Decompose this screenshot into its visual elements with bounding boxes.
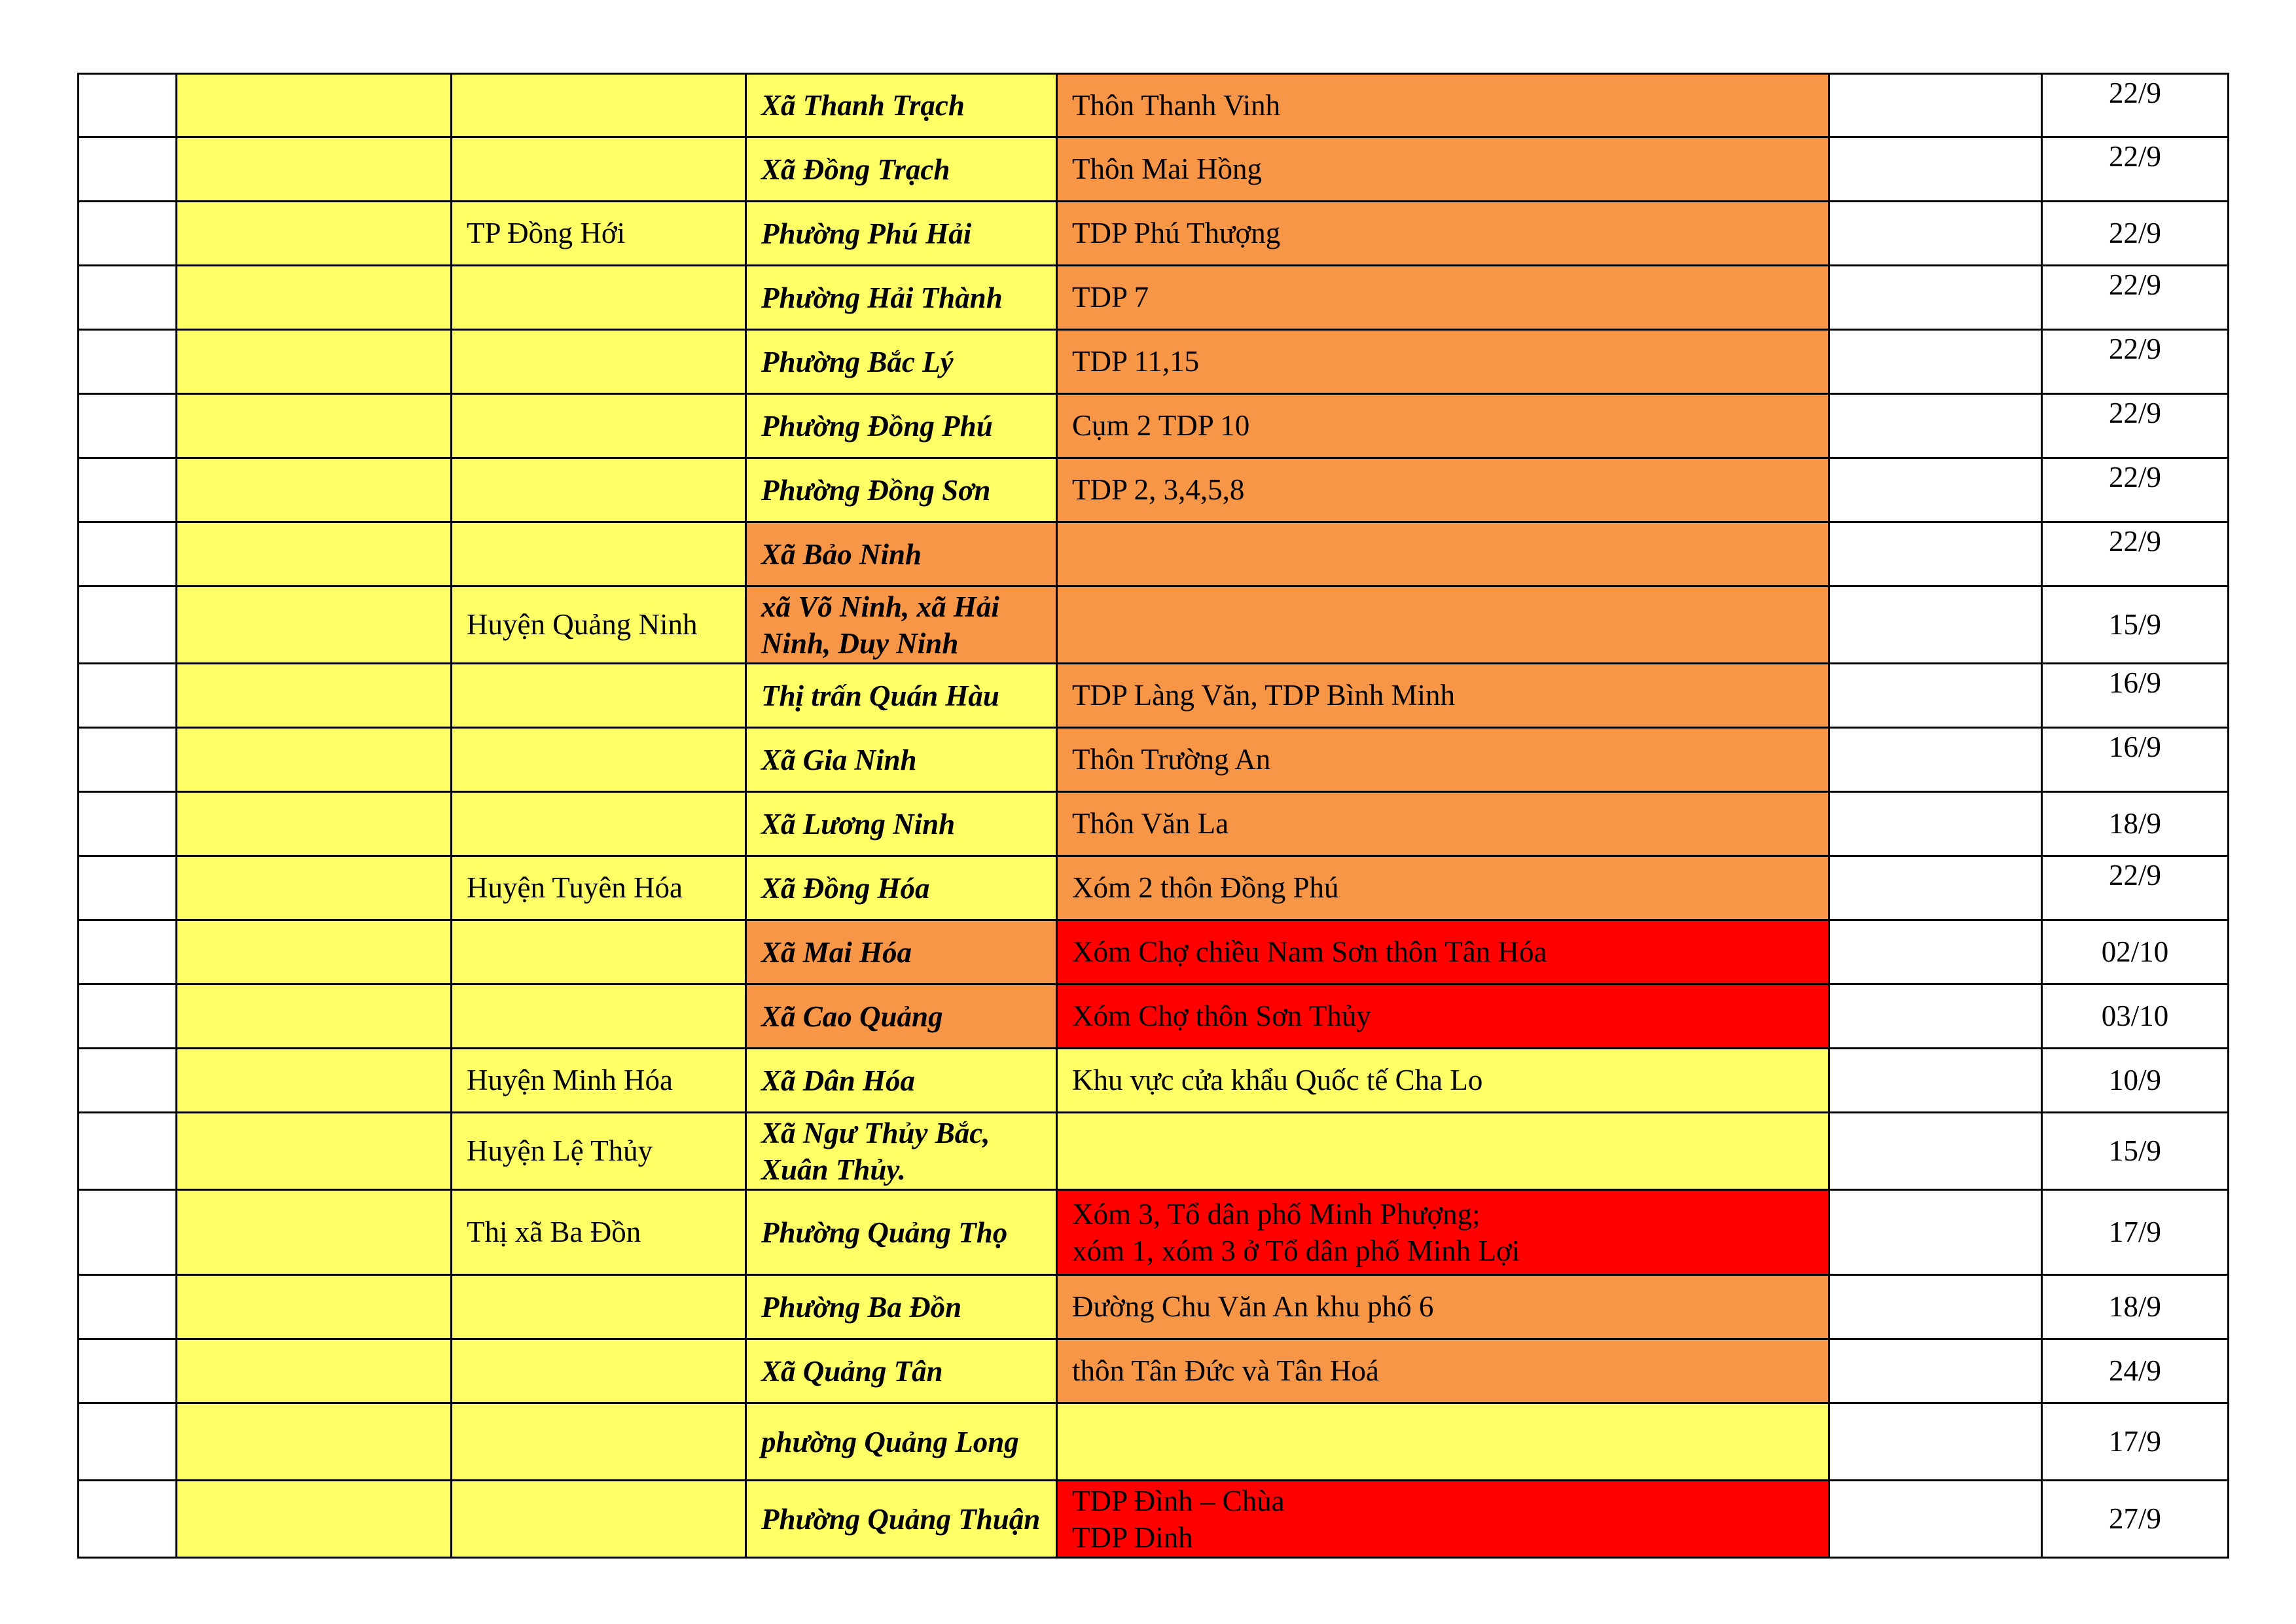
index-cell: [79, 856, 177, 920]
province-cell: [177, 984, 452, 1049]
index-cell: [79, 984, 177, 1049]
area-line: Cụm 2 TDP 10: [1072, 409, 1250, 442]
commune-cell: Thị trấn Quán Hàu: [746, 664, 1057, 728]
district-cell: [452, 792, 746, 856]
table-row: [79, 266, 2229, 330]
outbreak-areas-table: [77, 73, 2229, 1559]
area-cell: [1057, 266, 1829, 330]
index-cell: [79, 1403, 177, 1481]
district-cell: Huyện Quảng Ninh: [452, 586, 746, 664]
district-cell: [452, 728, 746, 792]
index-cell: [79, 266, 177, 330]
notes-cell: [1829, 458, 2042, 522]
index-cell: [79, 664, 177, 728]
index-cell: [79, 1049, 177, 1113]
table-row: [79, 586, 2229, 664]
district-cell: Thị xã Ba Đồn: [452, 1190, 746, 1275]
index-cell: [79, 728, 177, 792]
notes-cell: [1829, 586, 2042, 664]
province-cell: [177, 1049, 452, 1113]
notes-cell: [1829, 1275, 2042, 1339]
index-cell: [79, 920, 177, 984]
table-row: [79, 74, 2229, 137]
notes-cell: [1829, 394, 2042, 458]
province-cell: [177, 1339, 452, 1403]
commune-cell: Xã Lương Ninh: [746, 792, 1057, 856]
province-cell: [177, 394, 452, 458]
index-cell: [79, 792, 177, 856]
district-cell: [452, 137, 746, 202]
district-cell: [452, 266, 746, 330]
area-line: Xóm 2 thôn Đồng Phú: [1072, 871, 1339, 904]
index-cell: [79, 74, 177, 137]
table-row: [79, 1113, 2229, 1190]
table-row: [79, 1339, 2229, 1403]
table-row: [79, 202, 2229, 266]
province-cell: [177, 1113, 452, 1190]
area-line: Xóm Chợ chiều Nam Sơn thôn Tân Hóa: [1072, 935, 1547, 968]
area-line: TDP Dinh: [1072, 1521, 1193, 1554]
table-row: [79, 728, 2229, 792]
area-cell: [1057, 1049, 1829, 1113]
province-cell: [177, 458, 452, 522]
district-cell: [452, 664, 746, 728]
area-line: TDP 2, 3,4,5,8: [1072, 473, 1245, 506]
date-cell: 22/9: [2042, 522, 2229, 586]
date-cell: 18/9: [2042, 792, 2229, 856]
notes-cell: [1829, 1403, 2042, 1481]
area-cell: [1057, 202, 1829, 266]
province-cell: [177, 266, 452, 330]
notes-cell: [1829, 1339, 2042, 1403]
district-cell: [452, 984, 746, 1049]
index-cell: [79, 586, 177, 664]
area-cell: [1057, 792, 1829, 856]
notes-cell: [1829, 1190, 2042, 1275]
area-cell: [1057, 920, 1829, 984]
commune-cell: Xã Quảng Tân: [746, 1339, 1057, 1403]
notes-cell: [1829, 74, 2042, 137]
table-row: [79, 1403, 2229, 1481]
date-cell: 16/9: [2042, 728, 2229, 792]
date-cell: 22/9: [2042, 74, 2229, 137]
province-cell: [177, 586, 452, 664]
index-cell: [79, 1275, 177, 1339]
date-cell: 27/9: [2042, 1481, 2229, 1558]
notes-cell: [1829, 920, 2042, 984]
area-line: Thôn Văn La: [1072, 807, 1229, 840]
index-cell: [79, 1339, 177, 1403]
date-cell: 02/10: [2042, 920, 2229, 984]
table-row: [79, 920, 2229, 984]
commune-cell: Phường Bắc Lý: [746, 330, 1057, 394]
commune-cell: Phường Ba Đồn: [746, 1275, 1057, 1339]
table-row: [79, 984, 2229, 1049]
table-row: [79, 664, 2229, 728]
area-line: thôn Tân Đức và Tân Hoá: [1072, 1354, 1379, 1387]
table-row: [79, 330, 2229, 394]
area-line: xóm 1, xóm 3 ở Tổ dân phố Minh Lợi: [1072, 1234, 1520, 1267]
district-cell: TP Đồng Hới: [452, 202, 746, 266]
index-cell: [79, 1113, 177, 1190]
date-cell: 03/10: [2042, 984, 2229, 1049]
area-line: Đường Chu Văn An khu phố 6: [1072, 1290, 1434, 1323]
index-cell: [79, 330, 177, 394]
area-line: Thôn Mai Hồng: [1072, 153, 1262, 185]
commune-cell: Xã Mai Hóa: [746, 920, 1057, 984]
commune-cell: Phường Đồng Phú: [746, 394, 1057, 458]
district-cell: [452, 74, 746, 137]
area-cell: [1057, 1403, 1829, 1481]
area-cell: [1057, 330, 1829, 394]
table-row: [79, 458, 2229, 522]
province-cell: [177, 137, 452, 202]
district-cell: [452, 394, 746, 458]
date-cell: 22/9: [2042, 202, 2229, 266]
notes-cell: [1829, 984, 2042, 1049]
area-cell: [1057, 394, 1829, 458]
date-cell: 16/9: [2042, 664, 2229, 728]
table-row: [79, 856, 2229, 920]
notes-cell: [1829, 1113, 2042, 1190]
table-row: [79, 792, 2229, 856]
index-cell: [79, 1190, 177, 1275]
date-cell: 17/9: [2042, 1403, 2229, 1481]
commune-cell: Xã Gia Ninh: [746, 728, 1057, 792]
area-cell: [1057, 458, 1829, 522]
province-cell: [177, 1403, 452, 1481]
notes-cell: [1829, 137, 2042, 202]
table-body: [79, 74, 2229, 1558]
commune-cell: Xã Đồng Hóa: [746, 856, 1057, 920]
notes-cell: [1829, 856, 2042, 920]
notes-cell: [1829, 266, 2042, 330]
table-row: [79, 137, 2229, 202]
province-cell: [177, 792, 452, 856]
area-cell: [1057, 1190, 1829, 1275]
province-cell: [177, 202, 452, 266]
area-line: TDP 7: [1072, 281, 1149, 314]
area-cell: [1057, 1339, 1829, 1403]
notes-cell: [1829, 728, 2042, 792]
province-cell: [177, 522, 452, 586]
date-cell: 22/9: [2042, 394, 2229, 458]
area-line: Thôn Trường An: [1072, 743, 1271, 776]
date-cell: 22/9: [2042, 266, 2229, 330]
notes-cell: [1829, 202, 2042, 266]
table-row: [79, 1190, 2229, 1275]
area-cell: [1057, 856, 1829, 920]
date-cell: 18/9: [2042, 1275, 2229, 1339]
commune-cell: Xã Cao Quảng: [746, 984, 1057, 1049]
district-cell: Huyện Tuyên Hóa: [452, 856, 746, 920]
commune-cell: Phường Đồng Sơn: [746, 458, 1057, 522]
date-cell: 17/9: [2042, 1190, 2229, 1275]
province-cell: [177, 330, 452, 394]
table-row: [79, 394, 2229, 458]
date-cell: 10/9: [2042, 1049, 2229, 1113]
district-cell: [452, 1275, 746, 1339]
province-cell: [177, 728, 452, 792]
notes-cell: [1829, 664, 2042, 728]
notes-cell: [1829, 1481, 2042, 1558]
index-cell: [79, 1481, 177, 1558]
area-cell: [1057, 1113, 1829, 1190]
commune-cell: Xã Đồng Trạch: [746, 137, 1057, 202]
area-line: Thôn Thanh Vinh: [1072, 88, 1281, 122]
area-cell: [1057, 1481, 1829, 1558]
date-cell: 22/9: [2042, 458, 2229, 522]
area-cell: [1057, 586, 1829, 664]
commune-cell: Phường Phú Hải: [746, 202, 1057, 266]
district-cell: [452, 1403, 746, 1481]
date-cell: 22/9: [2042, 856, 2229, 920]
date-cell: 15/9: [2042, 1113, 2229, 1190]
date-cell: 22/9: [2042, 330, 2229, 394]
area-line: TDP 11,15: [1072, 345, 1200, 378]
table-row: [79, 1481, 2229, 1558]
index-cell: [79, 522, 177, 586]
area-line: Xóm Chợ thôn Sơn Thủy: [1072, 1000, 1371, 1032]
date-cell: 22/9: [2042, 137, 2229, 202]
commune-cell: phường Quảng Long: [746, 1403, 1057, 1481]
commune-cell: Xã Ngư Thủy Bắc, Xuân Thủy.: [746, 1113, 1057, 1190]
area-line: Xóm 3, Tổ dân phố Minh Phượng;: [1072, 1197, 1480, 1231]
district-cell: [452, 330, 746, 394]
commune-cell: Phường Quảng Thọ: [746, 1190, 1057, 1275]
index-cell: [79, 137, 177, 202]
table-row: [79, 1049, 2229, 1113]
area-cell: [1057, 137, 1829, 202]
province-cell: [177, 1190, 452, 1275]
district-cell: Huyện Lệ Thủy: [452, 1113, 746, 1190]
table-row: [79, 1275, 2229, 1339]
index-cell: [79, 202, 177, 266]
notes-cell: [1829, 522, 2042, 586]
province-cell: [177, 1275, 452, 1339]
date-cell: 24/9: [2042, 1339, 2229, 1403]
commune-cell: Phường Hải Thành: [746, 266, 1057, 330]
area-line: Khu vực cửa khẩu Quốc tế Cha Lo: [1072, 1064, 1483, 1096]
province-cell: [177, 74, 452, 137]
commune-cell: xã Võ Ninh, xã Hải Ninh, Duy Ninh: [746, 586, 1057, 664]
commune-cell: Xã Bảo Ninh: [746, 522, 1057, 586]
area-cell: [1057, 664, 1829, 728]
area-cell: [1057, 984, 1829, 1049]
district-cell: [452, 522, 746, 586]
district-cell: [452, 1481, 746, 1558]
province-cell: [177, 856, 452, 920]
area-line: TDP Phú Thượng: [1072, 217, 1281, 249]
notes-cell: [1829, 792, 2042, 856]
commune-cell: Xã Thanh Trạch: [746, 74, 1057, 137]
table-row: [79, 522, 2229, 586]
notes-cell: [1829, 330, 2042, 394]
district-cell: Huyện Minh Hóa: [452, 1049, 746, 1113]
province-cell: [177, 920, 452, 984]
index-cell: [79, 394, 177, 458]
district-cell: [452, 1339, 746, 1403]
province-cell: [177, 1481, 452, 1558]
area-cell: [1057, 728, 1829, 792]
district-cell: [452, 920, 746, 984]
area-cell: [1057, 74, 1829, 137]
district-cell: [452, 458, 746, 522]
date-cell: 15/9: [2042, 586, 2229, 664]
province-cell: [177, 664, 452, 728]
area-cell: [1057, 522, 1829, 586]
commune-cell: Xã Dân Hóa: [746, 1049, 1057, 1113]
commune-cell: Phường Quảng Thuận: [746, 1481, 1057, 1558]
area-line: TDP Đình – Chùa: [1072, 1484, 1285, 1517]
area-cell: [1057, 1275, 1829, 1339]
index-cell: [79, 458, 177, 522]
area-line: TDP Làng Văn, TDP Bình Minh: [1072, 679, 1456, 712]
notes-cell: [1829, 1049, 2042, 1113]
